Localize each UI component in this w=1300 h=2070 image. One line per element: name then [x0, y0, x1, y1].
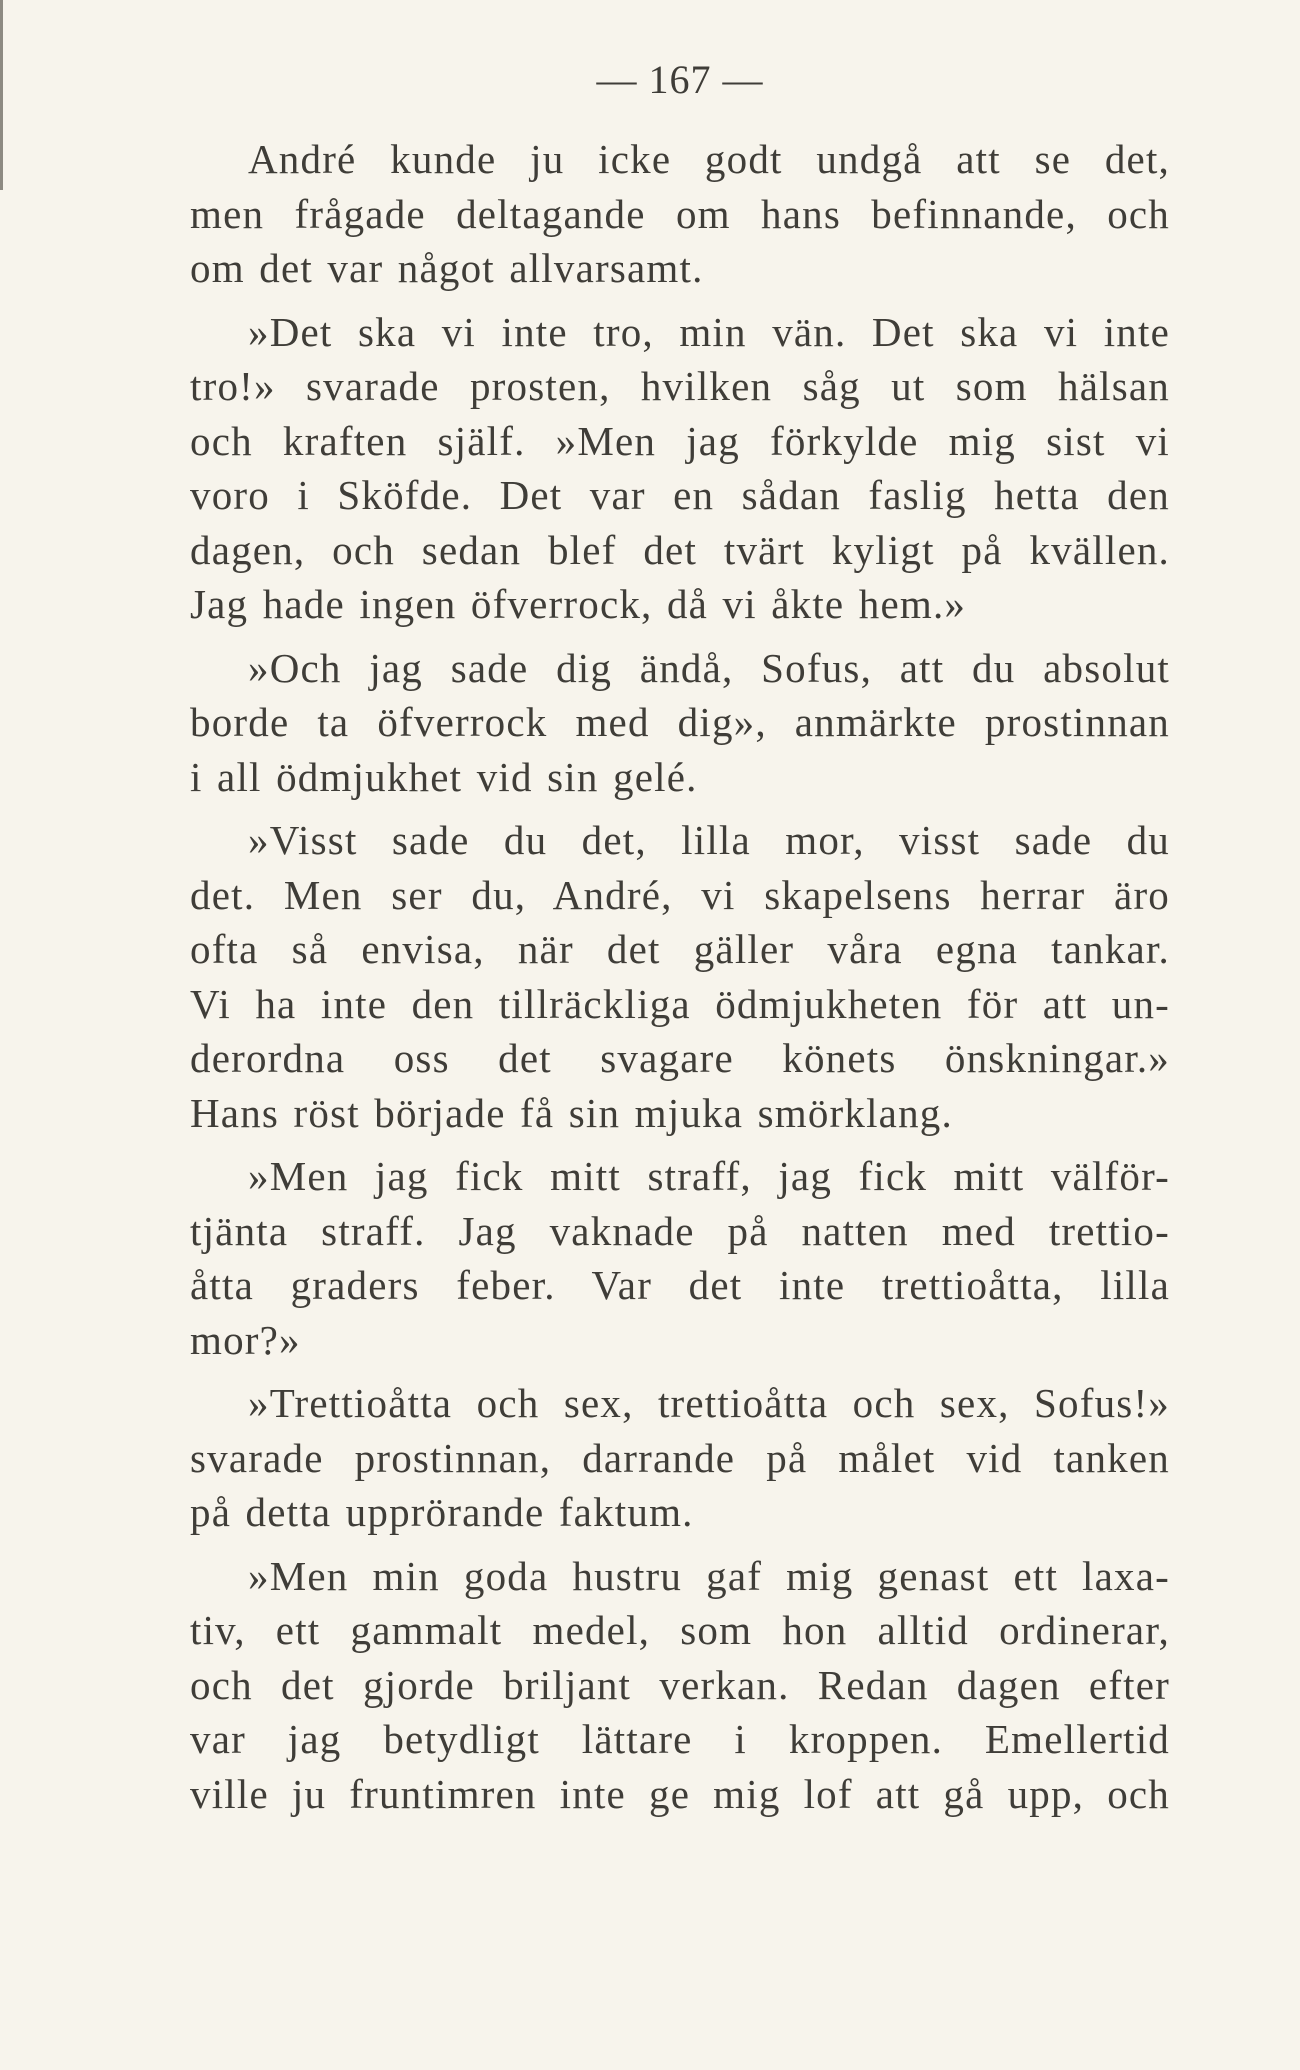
text-line: tiv, ett gammalt medel, som hon alltid ordinerar, — [190, 1607, 1170, 1653]
book-page — [190, 50, 1170, 1830]
text-line: voro i Sköfde. Det var en sådan faslig hetta den — [190, 472, 1170, 518]
text-line: om det var något allvarsamt. — [190, 245, 704, 291]
text-line: Jag hade ingen öfverrock, då vi åkte hem.» — [190, 581, 967, 627]
paragraph — [190, 1549, 1170, 1822]
text-line: det. Men ser du, André, vi skapelsens herrar äro — [190, 871, 1170, 918]
text-line: »Trettioåtta och sex, trettioåtta och sex, Sofus!» — [248, 1380, 1170, 1426]
text-line: svarade prostinnan, darrande på målet vid tanken — [190, 1434, 1170, 1481]
paragraph — [190, 641, 1170, 805]
text-line: ville ju fruntimren inte ge mig lof att gå upp, och — [190, 1770, 1170, 1817]
text-line: »Men min goda hustru gaf mig genast ett laxa- — [248, 1552, 1170, 1599]
body-text — [190, 132, 1170, 1821]
text-line: på detta upprörande faktum. — [190, 1489, 694, 1535]
paragraph — [190, 305, 1170, 632]
paragraph — [190, 813, 1170, 1140]
text-line: och kraften själf. »Men jag förkylde mig sist vi — [190, 417, 1170, 464]
paragraph — [190, 132, 1170, 296]
text-line: »Visst sade du det, lilla mor, visst sade du — [248, 817, 1170, 863]
text-line: »Det ska vi inte tro, min vän. Det ska vi inte — [248, 308, 1170, 355]
text-line: mor?» — [190, 1316, 301, 1363]
text-line: men frågade deltagande om hans befinnande, och — [190, 190, 1170, 237]
text-line: »Men jag fick mitt straff, jag fick mitt välför- — [248, 1153, 1170, 1199]
page-number: — 167 — — [596, 57, 764, 102]
text-line: tro!» svarade prosten, hvilken såg ut som hälsan — [190, 363, 1170, 409]
text-line: ofta så envisa, när det gäller våra egna tankar. — [190, 926, 1170, 972]
text-line: och det gjorde briljant verkan. Redan dagen efter — [190, 1661, 1170, 1708]
text-line: »Och jag sade dig ändå, Sofus, att du absolut — [248, 644, 1170, 691]
text-line: Vi ha inte den tillräckliga ödmjukheten för att un- — [190, 980, 1170, 1027]
paragraph — [190, 1149, 1170, 1367]
page-edge-line — [0, 0, 3, 190]
text-line: borde ta öfverrock med dig», anmärkte prostinnan — [190, 699, 1170, 745]
text-line: var jag betydligt lättare i kroppen. Emellertid — [190, 1716, 1170, 1762]
text-line: tjänta straff. Jag vaknade på natten med trettio- — [190, 1207, 1170, 1254]
text-line: dagen, och sedan blef det tvärt kyligt på kvällen. — [190, 526, 1170, 573]
paragraph — [190, 1376, 1170, 1540]
text-line: Hans röst började få sin mjuka smörklang. — [190, 1089, 953, 1136]
text-line: André kunde ju icke godt undgå att se det, — [248, 136, 1170, 182]
text-line: åtta graders feber. Var det inte trettioåtta, lilla — [190, 1262, 1170, 1308]
text-line: i all ödmjukhet vid sin gelé. — [190, 753, 698, 800]
text-line: derordna oss det svagare könets önskningar.» — [190, 1035, 1170, 1081]
